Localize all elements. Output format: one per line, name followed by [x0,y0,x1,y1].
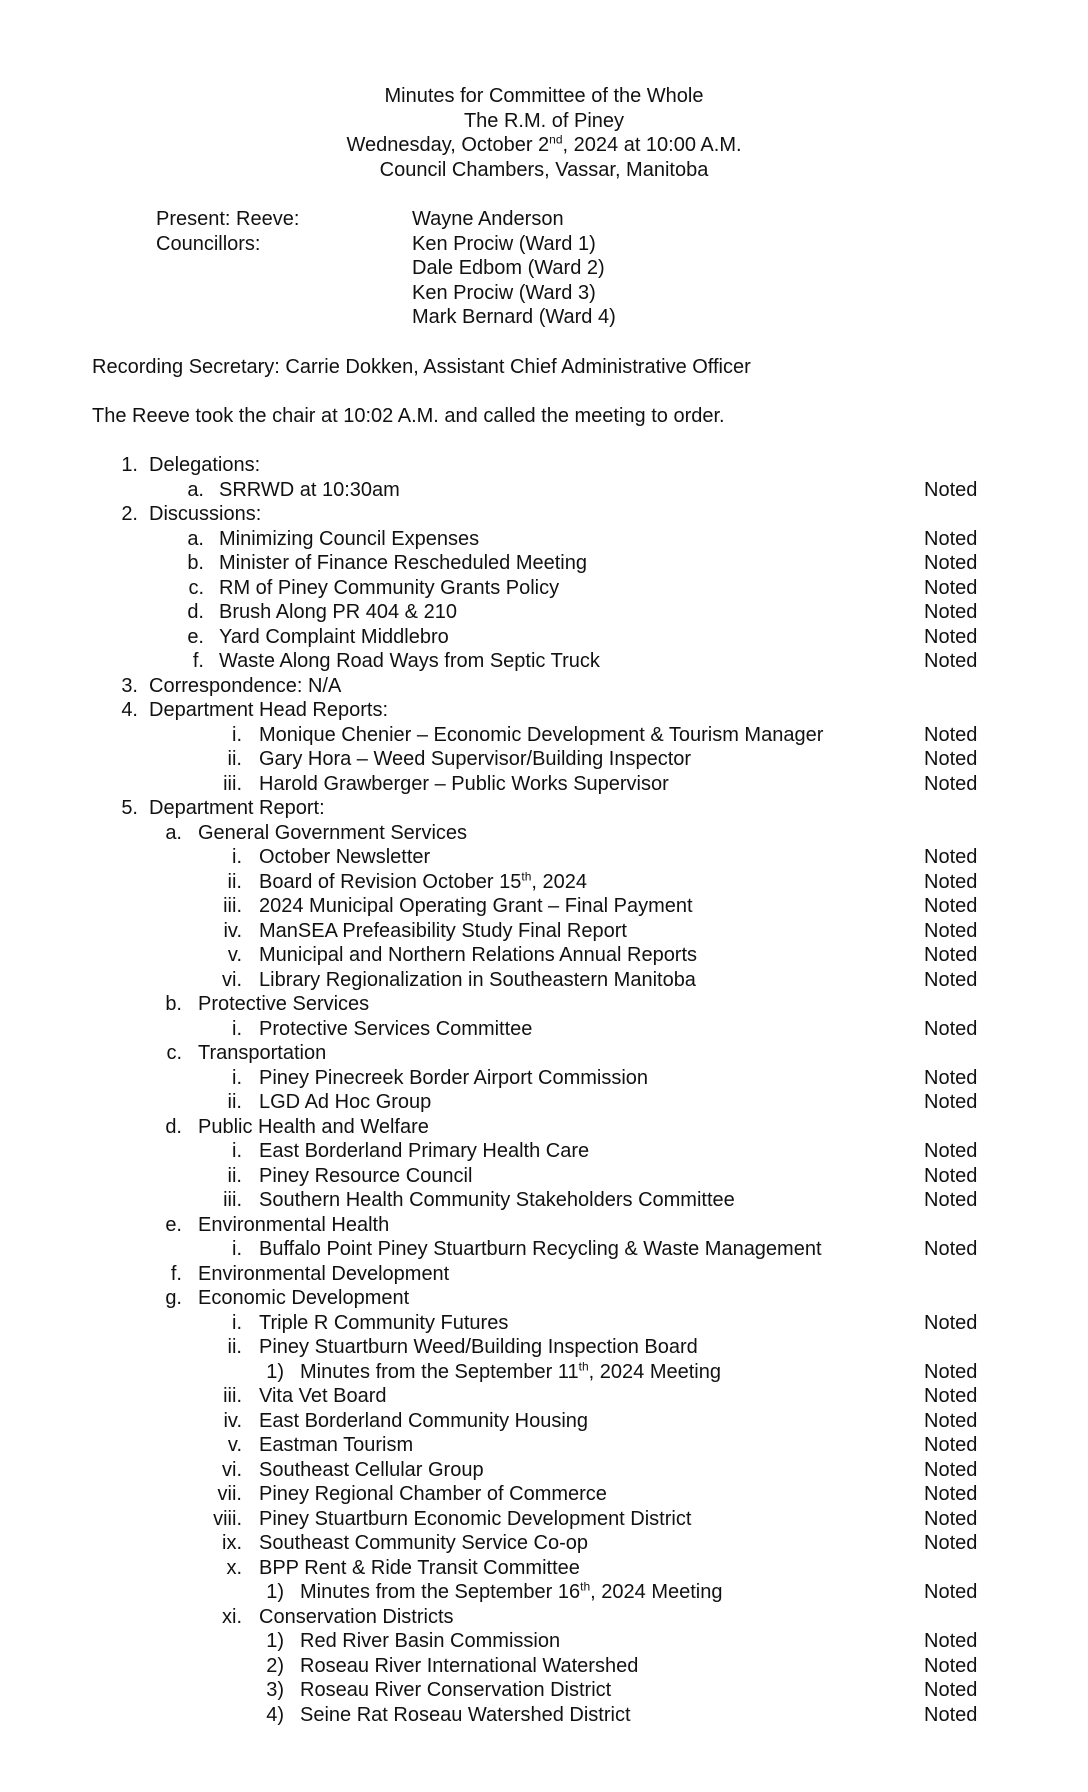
agenda-item-status: Noted [924,1483,978,1505]
agenda-item-status: Noted [924,1385,978,1407]
agenda-item-label: October Newsletter [259,846,431,868]
agenda-item [0,1262,1088,1287]
agenda-item [0,1090,1088,1115]
agenda-item-text [259,1311,508,1336]
agenda-item-label: Correspondence: N/A [149,674,342,697]
agenda-item-status: Noted [924,846,978,868]
agenda-item-status: Noted [924,772,978,795]
agenda-item [0,1482,1088,1507]
agenda-item-text [198,1213,389,1238]
agenda-item-text [219,625,449,650]
agenda-item-marker: d. [187,601,204,623]
agenda-item-marker: i. [232,846,242,868]
agenda-item-marker: ii. [227,748,242,770]
councillor-name: Mark Bernard (Ward 4) [412,306,616,328]
agenda-item-text [198,1115,429,1140]
agenda-item-text [259,1531,588,1556]
agenda-item-status: Noted [924,1017,978,1040]
agenda-item [0,796,1088,821]
agenda-item-text [219,478,400,503]
agenda-item-marker: a. [187,478,204,501]
agenda-item-status: Noted [924,1703,978,1726]
agenda-item-text [259,1556,580,1581]
agenda-item-text [149,698,388,723]
agenda-item [0,1678,1088,1703]
agenda-item-marker: i. [232,723,242,746]
agenda-item-marker: g. [165,1287,182,1309]
agenda-item-text [259,1507,691,1532]
agenda-item-label: BPP Rent & Ride Transit Committee [259,1556,580,1579]
agenda-item-status: Noted [924,601,978,623]
agenda-item-status: Noted [924,1532,978,1554]
agenda-item-marker: b. [187,552,204,574]
agenda-item-label: SRRWD at 10:30am [219,478,400,501]
meeting-location: Council Chambers, Vassar, Manitoba [379,158,709,181]
agenda-item-label: Piney Regional Chamber of Commerce [259,1483,607,1505]
agenda-item-marker: vi. [222,968,242,991]
agenda-item-marker: 3. [121,674,138,697]
agenda-item-marker: iii. [223,772,242,795]
agenda-item-marker: ix. [222,1532,242,1554]
agenda-item [0,894,1088,919]
agenda-item-label: Discussions: [149,503,262,525]
agenda-item-marker: iii. [223,895,242,917]
agenda-item-marker: iii. [223,1385,242,1407]
agenda-item [0,1458,1088,1483]
agenda-item-status: Noted [924,944,978,966]
agenda-item [0,1556,1088,1581]
agenda-item-marker: x. [226,1556,242,1579]
councillor-name: Ken Prociw (Ward 1) [412,232,596,255]
meeting-date-suffix: nd [549,132,563,147]
agenda-item-marker: i. [232,1017,242,1040]
agenda-item-status: Noted [924,1654,978,1677]
agenda-item [0,478,1088,503]
agenda-item-text [259,870,587,895]
councillor-name: Ken Prociw (Ward 3) [412,281,596,304]
agenda-item-text [259,1139,589,1164]
agenda-item-label: Minutes from the September 11 [300,1360,579,1383]
agenda-item-label: Transportation [198,1042,327,1064]
agenda-item-label: Minimizing Council Expenses [219,527,480,550]
agenda-item-ordinal-suffix: th [578,1358,589,1373]
agenda-item-marker: vii. [217,1483,242,1505]
agenda-item-ordinal-suffix: th [521,868,532,883]
agenda-item-status: Noted [924,1189,978,1211]
agenda-item-label: Piney Stuartburn Weed/Building Inspection Board [259,1336,698,1358]
agenda-item-marker: i. [232,1066,242,1089]
agenda-item-marker: i. [232,1140,242,1162]
agenda-item [0,1237,1088,1262]
agenda-item [0,527,1088,552]
agenda-list [0,453,1088,1727]
agenda-item-label: East Borderland Community Housing [259,1409,589,1432]
agenda-item-text [259,747,691,772]
opening-statement: The Reeve took the chair at 10:02 A.M. and called the meeting to order. [92,405,725,427]
agenda-item-text [259,1066,648,1091]
agenda-item-marker: i. [232,1238,242,1260]
agenda-item-status: Noted [924,478,978,501]
agenda-item [0,1164,1088,1189]
recording-secretary: Recording Secretary: Carrie Dokken, Assistant Chief Administrative Officer [92,356,751,378]
agenda-item-label: Piney Pinecreek Border Airport Commission [259,1066,649,1089]
agenda-item [0,1335,1088,1360]
agenda-item [0,600,1088,625]
agenda-item-label-tail: , 2024 Meeting [588,1360,721,1383]
agenda-item-text [198,992,369,1017]
agenda-item-text [259,1164,472,1189]
agenda-item [0,1360,1088,1385]
agenda-item [0,1139,1088,1164]
agenda-item-marker: c. [188,576,204,599]
agenda-item [0,1629,1088,1654]
agenda-item-label: Yard Complaint Middlebro [219,625,449,648]
agenda-item [0,698,1088,723]
agenda-item-text [259,1090,431,1115]
document-title: Minutes for Committee of the Whole [384,85,704,107]
agenda-item-label: Minutes from the September 16 [300,1581,581,1603]
agenda-item-status: Noted [924,1679,978,1701]
agenda-item-status: Noted [924,1140,978,1162]
agenda-item [0,1188,1088,1213]
agenda-item-label: Department Report: [149,797,325,819]
agenda-item-status: Noted [924,1458,978,1481]
agenda-item [0,1654,1088,1679]
agenda-item [0,1286,1088,1311]
agenda-item-marker: ii. [227,870,242,893]
agenda-item-text [300,1654,638,1679]
document-header [0,84,1088,182]
agenda-item [0,772,1088,797]
agenda-item-marker: i. [232,1311,242,1334]
agenda-item [0,1384,1088,1409]
agenda-item-label: Library Regionalization in Southeastern Manitoba [259,968,696,991]
agenda-item [0,453,1088,478]
agenda-item-label: RM of Piney Community Grants Policy [219,576,560,599]
agenda-item-marker: 3) [266,1679,284,1701]
agenda-item-label: Seine Rat Roseau Watershed District [300,1703,631,1726]
agenda-item-text [259,1188,735,1213]
agenda-item-status: Noted [924,870,978,893]
agenda-item-label: Monique Chenier – Economic Development & Tourism Manager [259,723,824,746]
agenda-item-marker: v. [227,1434,242,1456]
agenda-item-marker: v. [227,944,242,966]
agenda-item-status: Noted [924,576,978,599]
agenda-item [0,1041,1088,1066]
agenda-item-text [219,551,587,576]
meeting-date-weekday: Wednesday, October 2 [346,134,550,156]
organization-name: The R.M. of Piney [463,109,625,132]
agenda-item-marker: 4. [121,699,138,721]
agenda-item-marker: ii. [227,1164,242,1187]
agenda-item-text [259,1482,607,1507]
agenda-item-text [300,1580,722,1605]
agenda-item [0,1213,1088,1238]
agenda-item [0,502,1088,527]
agenda-item-label: Waste Along Road Ways from Septic Truck [219,650,600,672]
agenda-item [0,1311,1088,1336]
agenda-item-text [198,1041,326,1066]
agenda-item-label: Eastman Tourism [259,1434,414,1456]
agenda-item-marker: e. [165,1213,182,1236]
agenda-item [0,1409,1088,1434]
agenda-item-text [259,943,697,968]
agenda-item-label: Conservation Districts [259,1605,454,1628]
agenda-item-status: Noted [924,723,978,746]
agenda-item-label: General Government Services [198,821,468,844]
agenda-item-label: Piney Stuartburn Economic Development District [259,1507,692,1530]
agenda-item-text [198,1286,409,1311]
agenda-item-status: Noted [924,1581,978,1603]
agenda-item-label: Gary Hora – Weed Supervisor/Building Inspector [259,748,692,770]
agenda-item-text [198,821,467,846]
agenda-item-marker: ii. [227,1091,242,1113]
agenda-item-label-tail: , 2024 Meeting [590,1581,723,1603]
agenda-item-status: Noted [924,552,978,574]
agenda-item-text [259,968,696,993]
agenda-item-label: East Borderland Primary Health Care [259,1140,590,1162]
agenda-item-marker: viii. [213,1507,242,1530]
agenda-item-label: Buffalo Point Piney Stuartburn Recycling & Waste Management [259,1238,822,1260]
agenda-item-marker: a. [165,821,182,844]
agenda-item [0,723,1088,748]
agenda-item [0,1433,1088,1458]
agenda-item-marker: ii. [227,1336,242,1358]
agenda-item-marker: 2. [121,503,138,525]
agenda-item-status: Noted [924,1507,978,1530]
agenda-item-label: Delegations: [149,454,261,476]
agenda-item-text [219,600,457,625]
agenda-item [0,1605,1088,1630]
agenda-item [0,992,1088,1017]
agenda-item-marker: 4) [266,1703,284,1726]
agenda-item-text [219,576,559,601]
agenda-item-label: Minister of Finance Rescheduled Meeting [219,552,587,574]
agenda-item-text [198,1262,449,1287]
agenda-item-label: Red River Basin Commission [300,1630,561,1652]
agenda-item-text [149,453,260,478]
agenda-item [0,919,1088,944]
agenda-item-label: Environmental Development [198,1262,450,1285]
agenda-item-marker: 5. [121,797,138,819]
agenda-item-label: Vita Vet Board [259,1385,387,1407]
agenda-item-status: Noted [924,527,978,550]
agenda-item-marker: 1) [266,1581,284,1603]
agenda-item-label: Roseau River International Watershed [300,1654,639,1677]
agenda-item-label: Southeast Community Service Co-op [259,1532,589,1554]
agenda-item-text [219,527,479,552]
councillor-name: Dale Edbom (Ward 2) [412,257,605,279]
agenda-item-ordinal-suffix: th [580,1579,591,1594]
agenda-item-text [149,674,341,699]
agenda-item-label: Triple R Community Futures [259,1311,509,1334]
agenda-item-text [259,1017,532,1042]
agenda-item [0,845,1088,870]
agenda-item-text [259,723,823,748]
agenda-item-label: Board of Revision October 15 [259,870,522,893]
agenda-item-label: Public Health and Welfare [198,1115,429,1138]
agenda-item-marker: f. [170,1262,182,1285]
agenda-item-label: Department Head Reports: [149,699,389,721]
reeve-label: Present: Reeve: [156,208,300,230]
reeve-name: Wayne Anderson [412,208,564,230]
agenda-item [0,649,1088,674]
agenda-item-marker: iii. [223,1189,242,1211]
agenda-item-marker: a. [187,527,204,550]
agenda-item [0,1703,1088,1728]
agenda-item-marker: iv. [223,1409,242,1432]
meeting-date [0,133,1088,158]
agenda-item [0,821,1088,846]
agenda-item-status: Noted [924,1311,978,1334]
agenda-item-text [259,772,669,797]
agenda-item [0,870,1088,895]
agenda-item-marker: 1) [266,1360,284,1383]
agenda-item-text [259,1237,822,1262]
agenda-item-text [259,1335,698,1360]
agenda-item [0,1580,1088,1605]
agenda-item [0,1531,1088,1556]
agenda-item-marker: c. [166,1042,182,1064]
agenda-item-marker: d. [165,1115,182,1138]
agenda-item-text [259,1458,484,1483]
agenda-item-text [300,1629,560,1654]
agenda-item-label-tail: , 2024 [531,870,587,893]
agenda-item-status: Noted [924,748,978,770]
agenda-item [0,674,1088,699]
agenda-item-marker: e. [187,625,204,648]
agenda-item-text [149,502,261,527]
agenda-item [0,1507,1088,1532]
agenda-item-marker: xi. [222,1605,242,1628]
agenda-item-marker: vi. [222,1458,242,1481]
agenda-item-label: Roseau River Conservation District [300,1679,612,1701]
agenda-item-text [219,649,600,674]
agenda-item-label: LGD Ad Hoc Group [259,1091,432,1113]
agenda-item-label: 2024 Municipal Operating Grant – Final Payment [259,895,693,917]
agenda-item-label: Environmental Health [198,1213,390,1236]
agenda-item-status: Noted [924,650,978,672]
agenda-item [0,943,1088,968]
agenda-item-text [149,796,325,821]
councillors-label: Councillors: [156,232,261,255]
agenda-item-text [259,845,430,870]
agenda-item-label: Brush Along PR 404 & 210 [219,601,457,623]
agenda-item-marker: 1. [121,454,138,476]
agenda-item-text [259,919,627,944]
agenda-item-status: Noted [924,919,978,942]
agenda-item-status: Noted [924,895,978,917]
agenda-item-marker: 2) [266,1654,284,1677]
agenda-item [0,1115,1088,1140]
agenda-item-status: Noted [924,1409,978,1432]
agenda-item-status: Noted [924,625,978,648]
agenda-item-label: Economic Development [198,1287,410,1309]
agenda-item [0,1066,1088,1091]
agenda-item-marker: 1) [266,1630,284,1652]
agenda-item [0,1017,1088,1042]
agenda-item-label: Protective Services [198,993,370,1015]
agenda-item-text [300,1360,721,1385]
agenda-item-text [300,1703,631,1728]
agenda-item [0,551,1088,576]
agenda-item-text [259,1605,454,1630]
agenda-item-status: Noted [924,1630,978,1652]
agenda-item-text [259,894,693,919]
agenda-item-marker: iv. [223,919,242,942]
agenda-item-text [259,1433,413,1458]
agenda-item-label: Municipal and Northern Relations Annual Reports [259,944,698,966]
agenda-item-status: Noted [924,1066,978,1089]
agenda-item-status: Noted [924,1164,978,1187]
agenda-item [0,576,1088,601]
agenda-item-text [300,1678,611,1703]
agenda-item-status: Noted [924,1434,978,1456]
agenda-item-status: Noted [924,1091,978,1113]
agenda-item-marker: f. [192,650,204,672]
agenda-item-label: Piney Resource Council [259,1164,473,1187]
agenda-item [0,968,1088,993]
agenda-item-label: Harold Grawberger – Public Works Supervisor [259,772,669,795]
agenda-item-status: Noted [924,968,978,991]
agenda-item-label: Protective Services Committee [259,1017,533,1040]
agenda-item [0,625,1088,650]
agenda-item-label: Southeast Cellular Group [259,1458,484,1481]
agenda-item [0,747,1088,772]
agenda-item-text [259,1409,588,1434]
agenda-item-marker: b. [165,993,182,1015]
agenda-item-status: Noted [924,1238,978,1260]
agenda-item-status: Noted [924,1360,978,1383]
meeting-date-rest: , 2024 at 10:00 A.M. [562,134,742,156]
agenda-item-label: Southern Health Community Stakeholders Committee [259,1189,735,1211]
agenda-item-text [259,1384,387,1409]
agenda-item-label: ManSEA Prefeasibility Study Final Report [259,919,627,942]
